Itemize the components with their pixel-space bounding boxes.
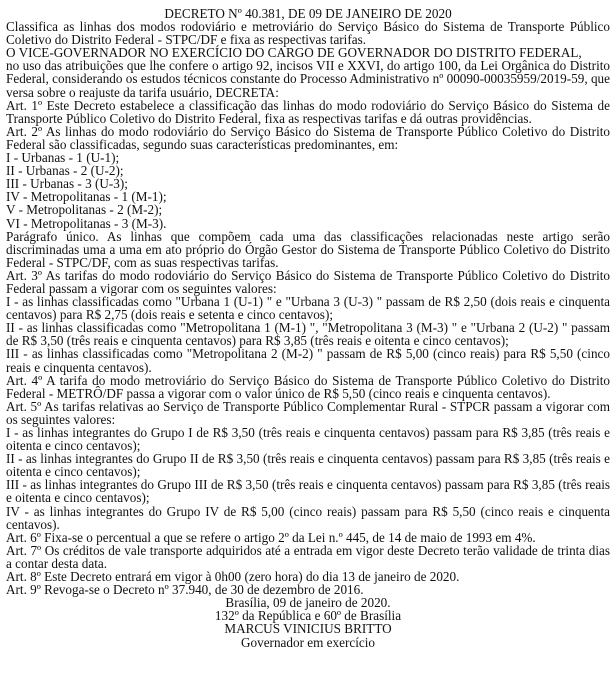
place-date: Brasília, 09 de janeiro de 2020. — [225, 595, 391, 611]
article-3-item: II - as linhas classificadas como "Metropolitana 1 (M-1) ", "Metropolitana 3 (M-3) " e "Urbana 2 (U-2) " passam de R$ 3,50 (três reais e cinquenta centavos) para R$ 3,85 (três reais e oitenta e cinco centavos); — [6, 320, 610, 349]
article-9: Art. 9º Revoga-se o Decreto nº 37.940, de 30 de dezembro de 2016. — [6, 582, 364, 598]
article-7: Art. 7º Os créditos de vale transporte adquiridos até a entrada em vigor deste Decreto terão validade de trinta dias a contar desta data. — [6, 542, 610, 571]
classification-item: IV - Metropolitanas - 1 (M-1); — [6, 189, 167, 205]
article-3: Art. 3º As tarifas do modo rodoviário do Serviço Básico do Sistema de Transporte Público Coletivo do Distrito Federal passam a vigorar com os seguintes valores: — [6, 267, 610, 296]
preamble-body: no uso das atribuições que lhe confere o artigo 92, incisos VII e XXVI, do artigo 100, da Lei Orgânica do Distrito Federal, considerando os estudos técnicos constante do Processo Administrativo nº 00090-00035959/2019-59, que versa sobre o reajuste da tarifa usuário, DECRETA: — [6, 58, 610, 100]
classification-item: III - Urbanas - 3 (U-3); — [6, 176, 128, 192]
ementa: Classifica as linhas dos modos rodoviário e metroviário do Serviço Básico do Sistema de Transporte Público Coletivo do Distrito Federal - STPC/DF e fixa as respectivas tarifas. — [6, 19, 610, 48]
signer-role: Governador em exercício — [240, 634, 375, 650]
article-2: Art. 2º As linhas do modo rodoviário do Serviço Básico do Sistema de Transporte Público Coletivo do Distrito Federal são classificadas, segundo suas características predominantes, em: — [6, 123, 610, 152]
sole-paragraph: Parágrafo único. As linhas que compõem cada uma das classificações relacionadas neste artigo serão discriminadas uma a uma em ato próprio do Órgão Gestor do Sistema de Transporte Público Coletivo do Distrito Federal - STPC/DF, com as suas respectivas tarifas. — [6, 228, 610, 270]
preamble-heading: O VICE-GOVERNADOR NO EXERCÍCIO DO CARGO DE GOVERNADOR DO DISTRITO FEDERAL, — [6, 45, 582, 61]
article-4: Art. 4º A tarifa do modo metroviário do Serviço Básico do Sistema de Transporte Público Coletivo do Distrito Federal - METRÔ/DF passa a vigorar com o valor único de R$ 5,50 (cinco reais e cinquenta centavos). — [6, 372, 610, 401]
article-8: Art. 8º Este Decreto entrará em vigor à 0h00 (zero hora) do dia 13 de janeiro de 2020. — [6, 569, 460, 585]
article-5-item: III - as linhas integrantes do Grupo III de R$ 3,50 (três reais e cinquenta centavos) passam para R$ 3,85 (três reais e oitenta e cinco centavos); — [6, 477, 610, 506]
article-5-item: IV - as linhas integrantes do Grupo IV de R$ 5,00 (cinco reais) passam para R$ 5,50 (cinco reais e cinquenta centavos). — [6, 503, 610, 532]
article-5-item: II - as linhas integrantes do Grupo II de R$ 3,50 (três reais e cinquenta centavos) passam para R$ 3,85 (três reais e oitenta e cinco centavos); — [6, 451, 610, 480]
classification-item: II - Urbanas - 2 (U-2); — [6, 163, 124, 179]
article-3-item: III - as linhas classificadas como "Metropolitana 2 (M-2) " passam de R$ 5,00 (cinco reais) para R$ 5,50 (cinco reais e cinquenta centavos). — [6, 346, 610, 375]
classification-item: VI - Metropolitanas - 3 (M-3). — [6, 215, 167, 231]
decree-title: DECRETO Nº 40.381, DE 09 DE JANEIRO DE 2020 — [164, 6, 452, 21]
article-6: Art. 6º Fixa-se o percentual a que se refere o artigo 2º da Lei n.º 445, de 14 de maio de 1993 em 4%. — [6, 529, 536, 545]
article-5-item: I - as linhas integrantes do Grupo I de R$ 3,50 (três reais e cinquenta centavos) passam para R$ 3,85 (três reais e oitenta e cinco centavos); — [6, 425, 610, 454]
classification-item: I - Urbanas - 1 (U-1); — [6, 150, 120, 166]
article-5: Art. 5º As tarifas relativas ao Serviço de Transporte Público Complementar Rural - STPCR passam a vigorar com os seguintes valores: — [6, 398, 610, 427]
article-1: Art. 1º Este Decreto estabelece a classificação das linhas do modo rodoviário do Serviço Básico do Sistema de Transporte Público Coletivo do Distrito Federal, fixa as respectivas tarifas e dá outras providências. — [6, 97, 610, 126]
classification-item: V - Metropolitanas - 2 (M-2); — [6, 202, 163, 218]
article-3-item: I - as linhas classificadas como "Urbana 1 (U-1) " e "Urbana 3 (U-3) " passam de R$ 2,50 (dois reais e cinquenta centavos) para R$ 2,75 (dois reais e setenta e cinco centavos); — [6, 294, 610, 323]
signer-name: MARCUS VINICIUS BRITTO — [224, 621, 392, 637]
years-line: 132º da República e 60º de Brasília — [214, 608, 402, 624]
